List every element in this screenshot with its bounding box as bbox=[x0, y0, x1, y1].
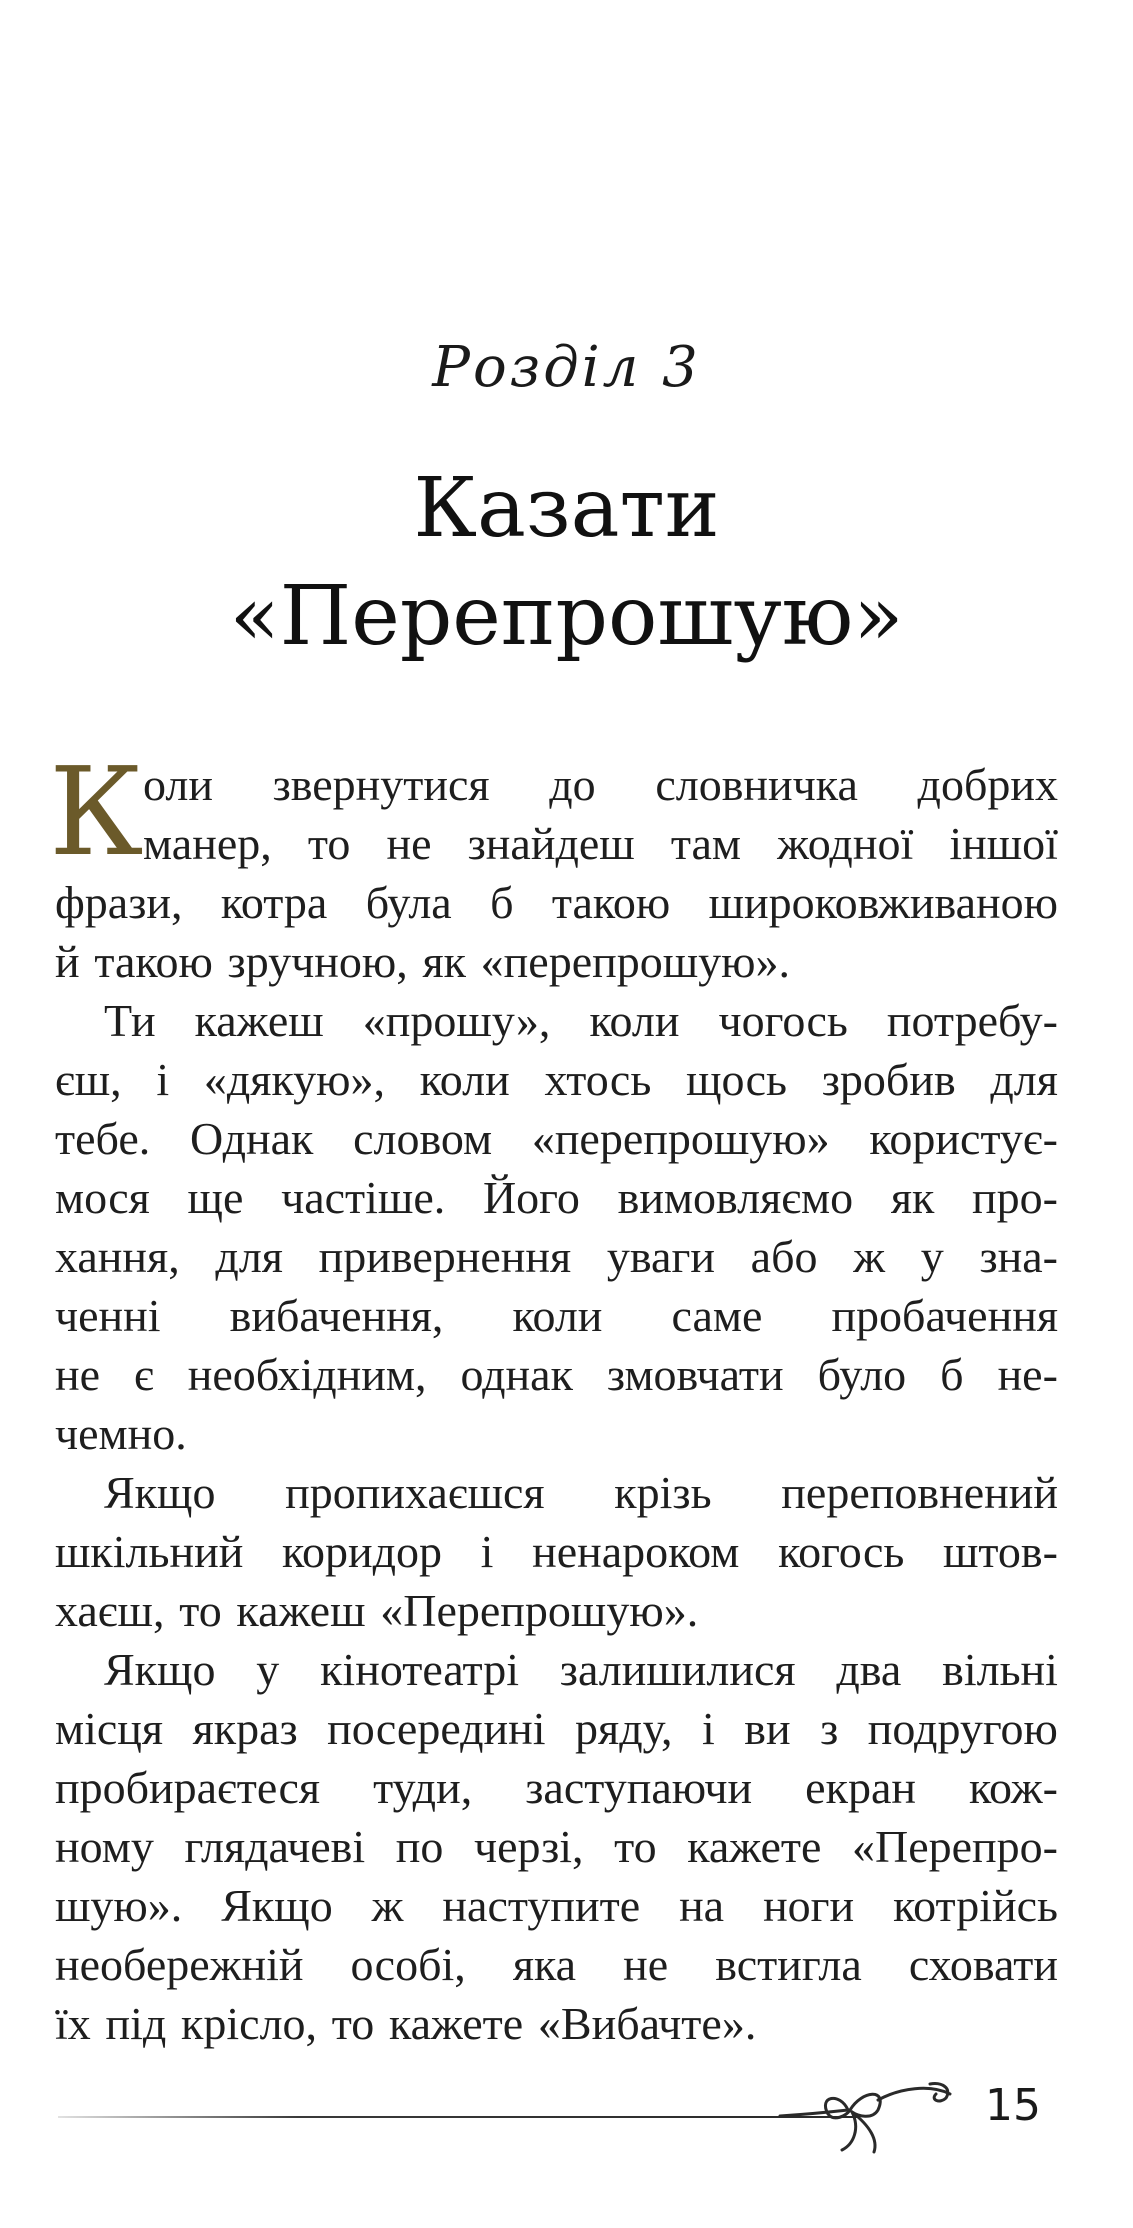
text-line bbox=[55, 1109, 1058, 1168]
word: і bbox=[480, 1526, 494, 1577]
word: коли bbox=[512, 1290, 603, 1341]
chapter-title-line-1: Казати bbox=[413, 461, 720, 556]
text-line bbox=[55, 1640, 1058, 1699]
page-number: 15 bbox=[985, 2080, 1041, 2131]
word: як bbox=[422, 936, 466, 987]
word: уваги bbox=[606, 1231, 715, 1282]
word: подругою bbox=[867, 1703, 1058, 1754]
word: когось bbox=[778, 1526, 905, 1577]
word: ж bbox=[371, 1880, 404, 1931]
body-text bbox=[49, 741, 1058, 2053]
word: то bbox=[331, 1998, 375, 2049]
word: привернення bbox=[318, 1231, 572, 1282]
word: шую». bbox=[55, 1880, 183, 1931]
word: ж bbox=[853, 1231, 885, 1282]
word: «Перепрошую». bbox=[380, 1585, 699, 1636]
word: ви bbox=[744, 1703, 791, 1754]
word: кажеш bbox=[236, 1585, 366, 1636]
word: у bbox=[256, 1644, 280, 1695]
word: Якщо bbox=[221, 1880, 333, 1931]
word: чогось bbox=[718, 995, 848, 1046]
word: котра bbox=[220, 877, 328, 928]
text-line bbox=[55, 1817, 1058, 1876]
word: ченні bbox=[55, 1290, 161, 1341]
text-line bbox=[55, 814, 1058, 873]
word: однак bbox=[460, 1349, 573, 1400]
text-line bbox=[55, 1227, 1058, 1286]
word: тебе. bbox=[55, 1113, 151, 1164]
word: черзі, bbox=[473, 1821, 584, 1872]
word: для bbox=[215, 1231, 283, 1282]
word: місця bbox=[55, 1703, 164, 1754]
word: кажеш bbox=[194, 995, 324, 1046]
word: саме bbox=[671, 1290, 763, 1341]
word: з bbox=[820, 1703, 839, 1754]
drop-cap: К bbox=[49, 741, 144, 883]
word: Якщо bbox=[104, 1467, 216, 1518]
word: «перепрошую». bbox=[480, 936, 791, 987]
word: «прошу», bbox=[362, 995, 551, 1046]
word: крізь bbox=[614, 1467, 712, 1518]
text-line bbox=[55, 1522, 1058, 1581]
word: і bbox=[156, 1054, 170, 1105]
word: потребу- bbox=[886, 995, 1058, 1046]
text-line bbox=[55, 932, 1058, 991]
chapter-label: Розділ 3 bbox=[432, 335, 701, 400]
bow-ornament-icon bbox=[770, 2070, 960, 2160]
text-line bbox=[55, 755, 1058, 814]
word: й bbox=[55, 936, 80, 987]
word: необхідним, bbox=[187, 1349, 427, 1400]
word: іншої bbox=[949, 818, 1058, 869]
text-line bbox=[55, 1404, 1058, 1463]
word: яка bbox=[512, 1939, 577, 1990]
word: сховати bbox=[908, 1939, 1058, 1990]
word: Однак bbox=[189, 1113, 314, 1164]
word: про- bbox=[972, 1172, 1058, 1223]
word: не- bbox=[997, 1349, 1058, 1400]
word: мося bbox=[55, 1172, 150, 1223]
word: залишилися bbox=[559, 1644, 796, 1695]
word: у bbox=[920, 1231, 944, 1282]
word: широковживаною bbox=[708, 877, 1058, 928]
word: такою bbox=[551, 877, 671, 928]
word: б bbox=[490, 877, 514, 928]
word: ному bbox=[55, 1821, 154, 1872]
text-line bbox=[55, 991, 1058, 1050]
word: не bbox=[623, 1939, 669, 1990]
word: кажете bbox=[388, 1998, 524, 2049]
word: коридор bbox=[281, 1526, 443, 1577]
word: хтось bbox=[544, 1054, 652, 1105]
word: є bbox=[134, 1349, 154, 1400]
word: по bbox=[395, 1821, 444, 1872]
word: коли bbox=[589, 995, 680, 1046]
word: пробираєтеся bbox=[55, 1762, 321, 1813]
word: якраз bbox=[192, 1703, 298, 1754]
word: манер, bbox=[143, 818, 272, 869]
word: на bbox=[679, 1880, 725, 1931]
word: переповнений bbox=[781, 1467, 1058, 1518]
word: туди, bbox=[373, 1762, 473, 1813]
word: особі, bbox=[350, 1939, 466, 1990]
word: б bbox=[940, 1349, 964, 1400]
word: щось bbox=[686, 1054, 788, 1105]
word: «Вибачте». bbox=[537, 1998, 757, 2049]
word: зна- bbox=[979, 1231, 1058, 1282]
word: встигла bbox=[715, 1939, 862, 1990]
word: їх bbox=[55, 1998, 91, 2049]
word: там bbox=[670, 818, 742, 869]
word: жодної bbox=[777, 818, 914, 869]
word: такою bbox=[94, 936, 213, 987]
text-line bbox=[55, 1699, 1058, 1758]
word: була bbox=[365, 877, 452, 928]
word: і bbox=[702, 1703, 715, 1754]
word: хаєш, bbox=[55, 1585, 165, 1636]
text-line bbox=[55, 1286, 1058, 1345]
word: не bbox=[55, 1349, 101, 1400]
word: наступите bbox=[442, 1880, 641, 1931]
text-line bbox=[55, 1581, 1058, 1640]
word: частіше. bbox=[281, 1172, 446, 1223]
word: кажете bbox=[687, 1821, 822, 1872]
word: ненароком bbox=[532, 1526, 740, 1577]
text-line bbox=[55, 1758, 1058, 1817]
word: пробачення bbox=[831, 1290, 1058, 1341]
word: як bbox=[890, 1172, 935, 1223]
word: єш, bbox=[55, 1054, 122, 1105]
word: зручною, bbox=[227, 936, 408, 987]
text-line bbox=[55, 1994, 1058, 2053]
word: вибачення, bbox=[229, 1290, 444, 1341]
text-line bbox=[55, 1876, 1058, 1935]
footer-rule bbox=[58, 2116, 858, 2118]
word: ще bbox=[187, 1172, 244, 1223]
text-line bbox=[55, 873, 1058, 932]
word: ноги bbox=[763, 1880, 855, 1931]
word: кінотеатрі bbox=[320, 1644, 519, 1695]
word: то bbox=[614, 1821, 657, 1872]
word: то bbox=[179, 1585, 222, 1636]
text-line bbox=[55, 1345, 1058, 1404]
chapter-title-line-2: «Перепрошую» bbox=[229, 569, 904, 664]
word: Його bbox=[482, 1172, 580, 1223]
word: два bbox=[836, 1644, 902, 1695]
word: крісло, bbox=[181, 1998, 318, 2049]
word: знайдеш bbox=[467, 818, 635, 869]
word: «Перепро- bbox=[852, 1821, 1058, 1872]
word: «дякую», bbox=[203, 1054, 386, 1105]
word: глядачеві bbox=[184, 1821, 366, 1872]
word: під bbox=[105, 1998, 167, 2049]
word: Якщо bbox=[104, 1644, 216, 1695]
word: котрійсь bbox=[893, 1880, 1058, 1931]
word: вимовляємо bbox=[617, 1172, 854, 1223]
word: до bbox=[549, 759, 596, 810]
text-line bbox=[55, 1050, 1058, 1109]
word: пропихаєшся bbox=[285, 1467, 545, 1518]
word: користує- bbox=[869, 1113, 1058, 1164]
word: кож- bbox=[969, 1762, 1058, 1813]
text-line bbox=[55, 1935, 1058, 1994]
word: необережній bbox=[55, 1939, 304, 1990]
word: або bbox=[750, 1231, 818, 1282]
word: словом bbox=[353, 1113, 493, 1164]
word: заступаючи bbox=[525, 1762, 753, 1813]
word: штов- bbox=[942, 1526, 1058, 1577]
word: було bbox=[817, 1349, 907, 1400]
word: ряду, bbox=[575, 1703, 673, 1754]
word: «перепрошую» bbox=[531, 1113, 830, 1164]
word: фрази, bbox=[55, 877, 183, 928]
word: хання, bbox=[55, 1231, 180, 1282]
text-line bbox=[55, 1168, 1058, 1227]
word: Ти bbox=[104, 995, 156, 1046]
word: шкільний bbox=[55, 1526, 244, 1577]
word: вільні bbox=[942, 1644, 1058, 1695]
word: то bbox=[307, 818, 351, 869]
word: коли bbox=[419, 1054, 510, 1105]
word: словничка bbox=[655, 759, 858, 810]
word: для bbox=[990, 1054, 1058, 1105]
word: звернутися bbox=[272, 759, 490, 810]
word: посередині bbox=[327, 1703, 546, 1754]
word: екран bbox=[805, 1762, 916, 1813]
word: чемно. bbox=[55, 1408, 187, 1459]
word: не bbox=[386, 818, 432, 869]
word: добрих bbox=[917, 759, 1058, 810]
chapter-title bbox=[0, 455, 1133, 671]
text-line bbox=[55, 1463, 1058, 1522]
word: зробив bbox=[821, 1054, 956, 1105]
word: оли bbox=[143, 759, 213, 810]
word: змовчати bbox=[606, 1349, 784, 1400]
